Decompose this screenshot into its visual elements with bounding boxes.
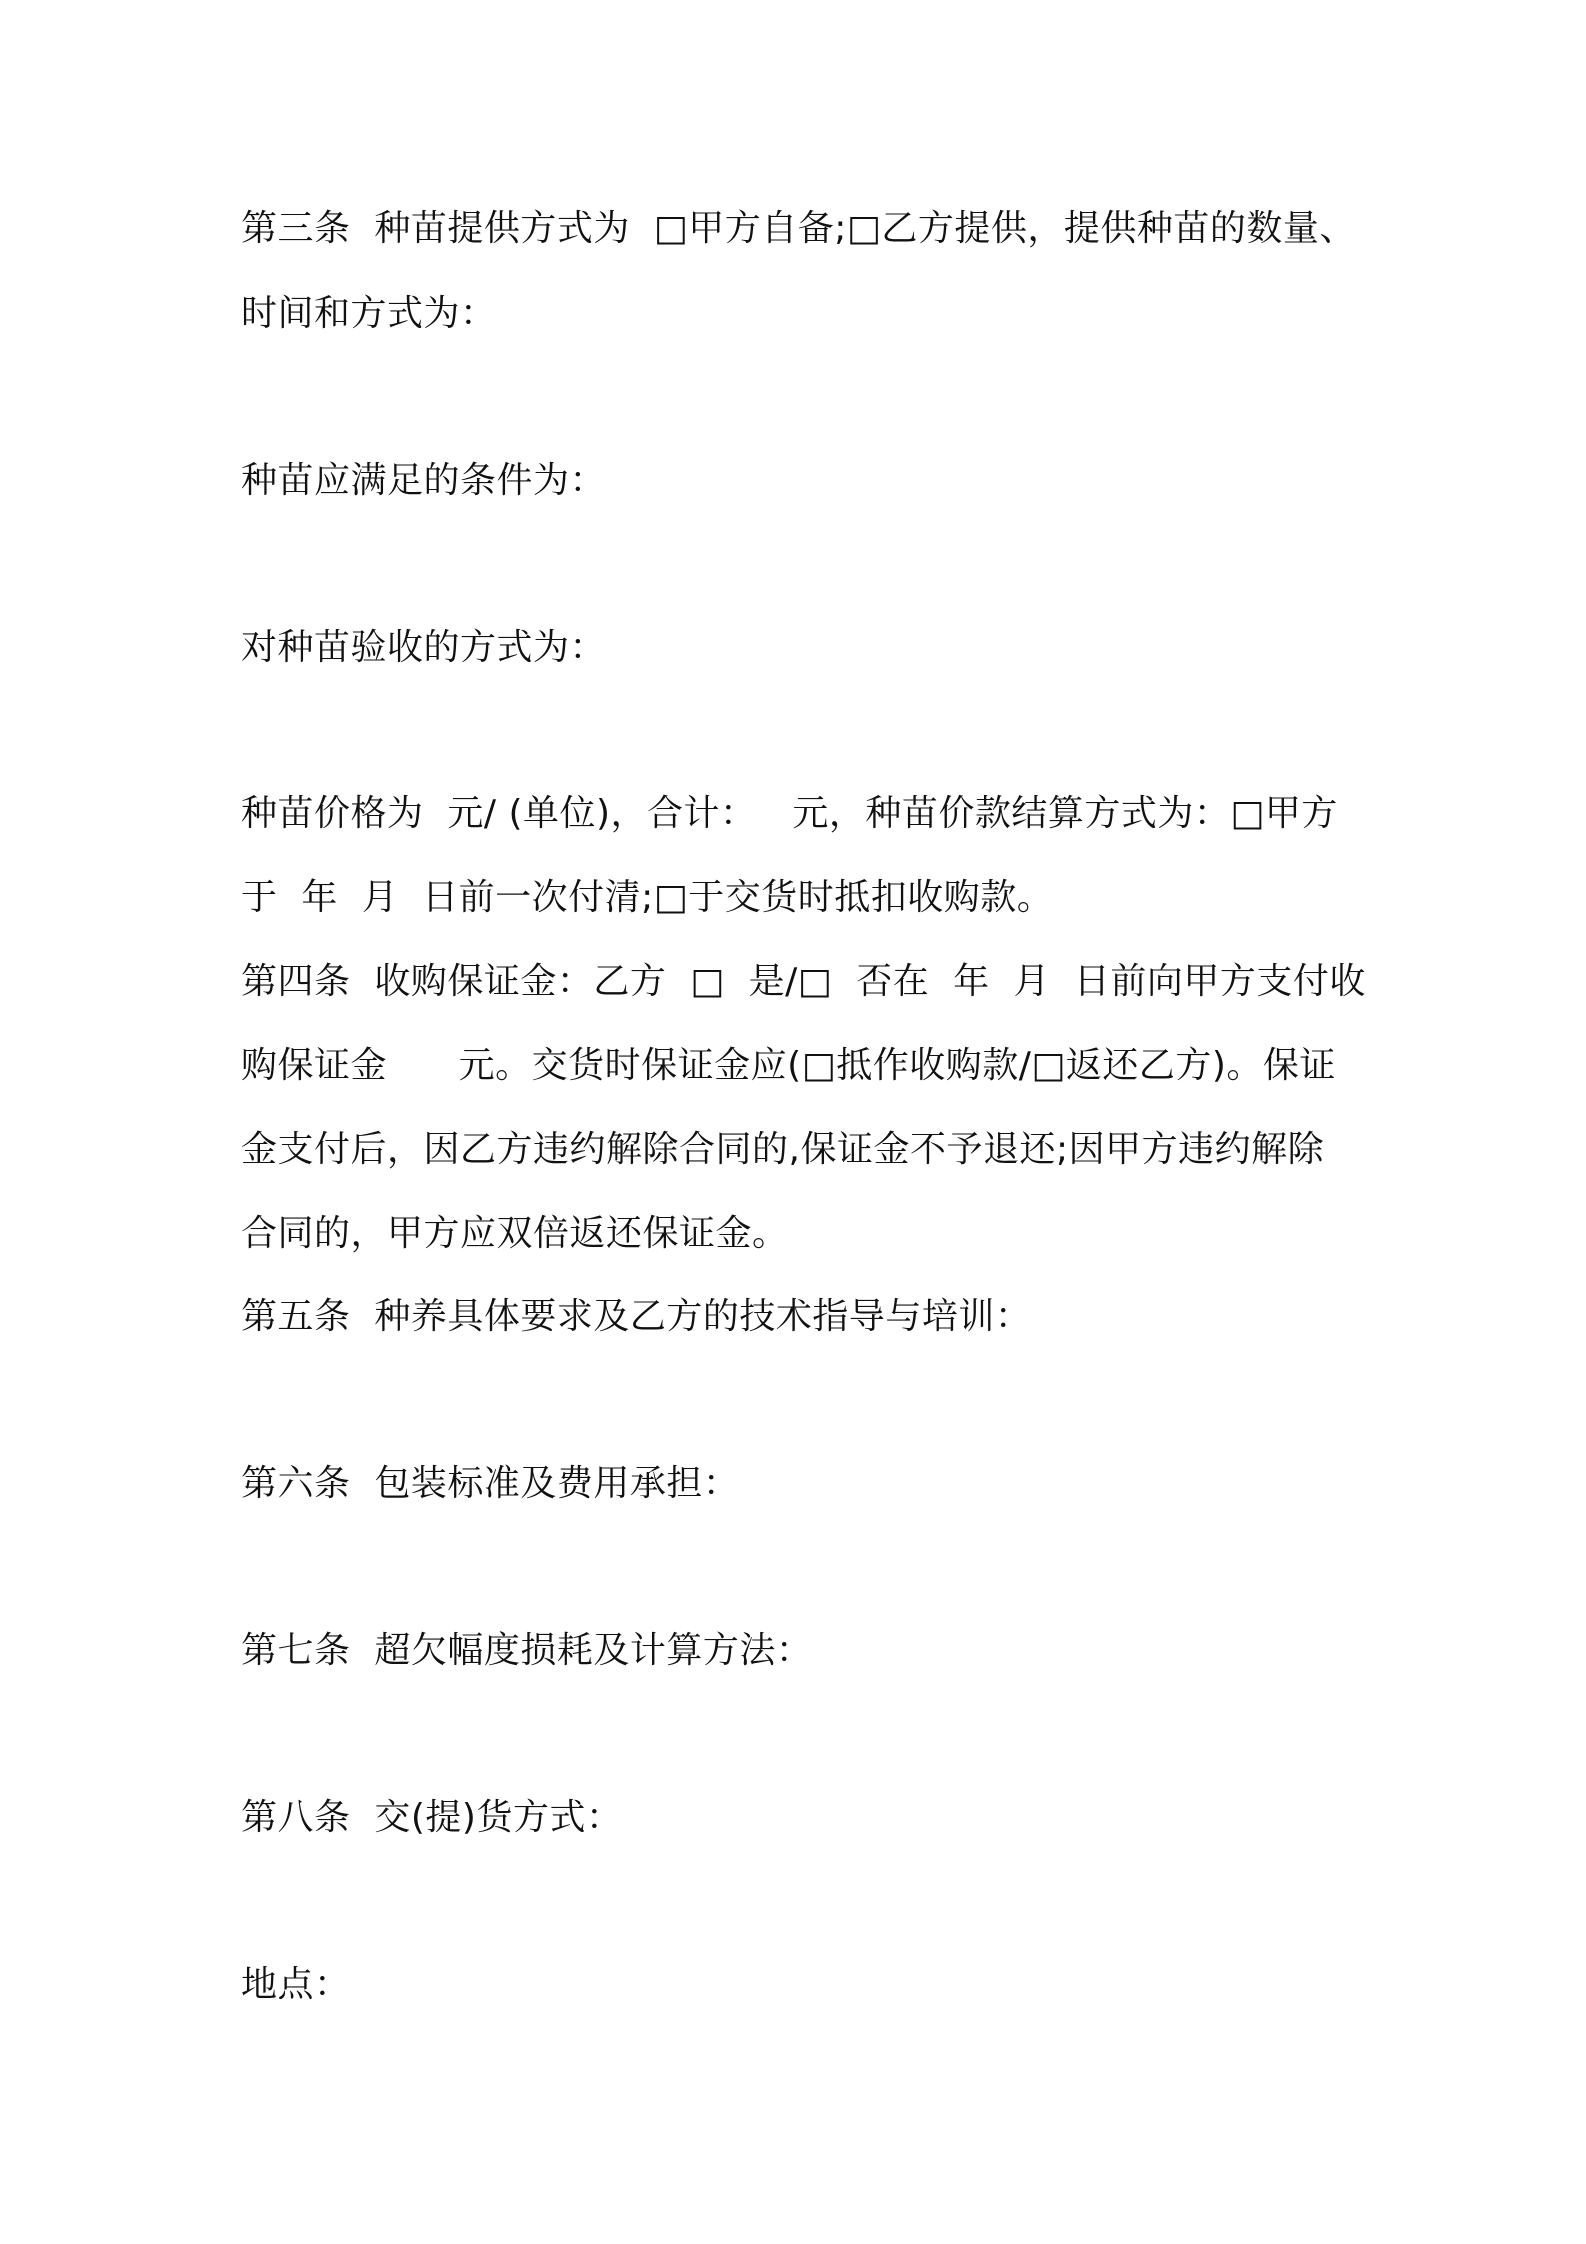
article-7-line: 第七条 超欠幅度损耗及计算方法： <box>241 1630 813 1671</box>
article-4-line-4: 合同的，甲方应双倍返还保证金。 <box>241 1213 789 1254</box>
article-6-line: 第六条 包装标准及费用承担： <box>241 1463 740 1504</box>
article-8-line: 第八条 交(提)货方式： <box>241 1797 623 1838</box>
article-3-line-2: 时间和方式为： <box>241 293 497 334</box>
seedling-conditions-line: 种苗应满足的条件为： <box>241 460 607 501</box>
seedling-acceptance-line: 对种苗验收的方式为： <box>241 627 607 668</box>
seedling-price-line-2: 于 年 月 日前一次付清;□于交货时抵扣收购款。 <box>241 877 1054 918</box>
article-3-line-1: 第三条 种苗提供方式为 □甲方自备;□乙方提供，提供种苗的数量、 <box>241 208 1356 249</box>
article-4-line-3: 金支付后，因乙方违约解除合同的,保证金不予退还;因甲方违约解除 <box>241 1129 1325 1170</box>
article-4-line-2: 购保证金 元。交货时保证金应(□抵作收购款/□返还乙方)。保证 <box>241 1045 1336 1086</box>
article-5-line: 第五条 种养具体要求及乙方的技术指导与培训： <box>241 1296 1032 1337</box>
location-line: 地点： <box>241 1964 351 2005</box>
seedling-price-line-1: 种苗价格为 元/ (单位)，合计： 元，种苗价款结算方式为：□甲方 <box>241 793 1338 834</box>
article-4-line-1: 第四条 收购保证金：乙方 □ 是/□ 否在 年 月 日前向甲方支付收 <box>241 961 1366 1002</box>
